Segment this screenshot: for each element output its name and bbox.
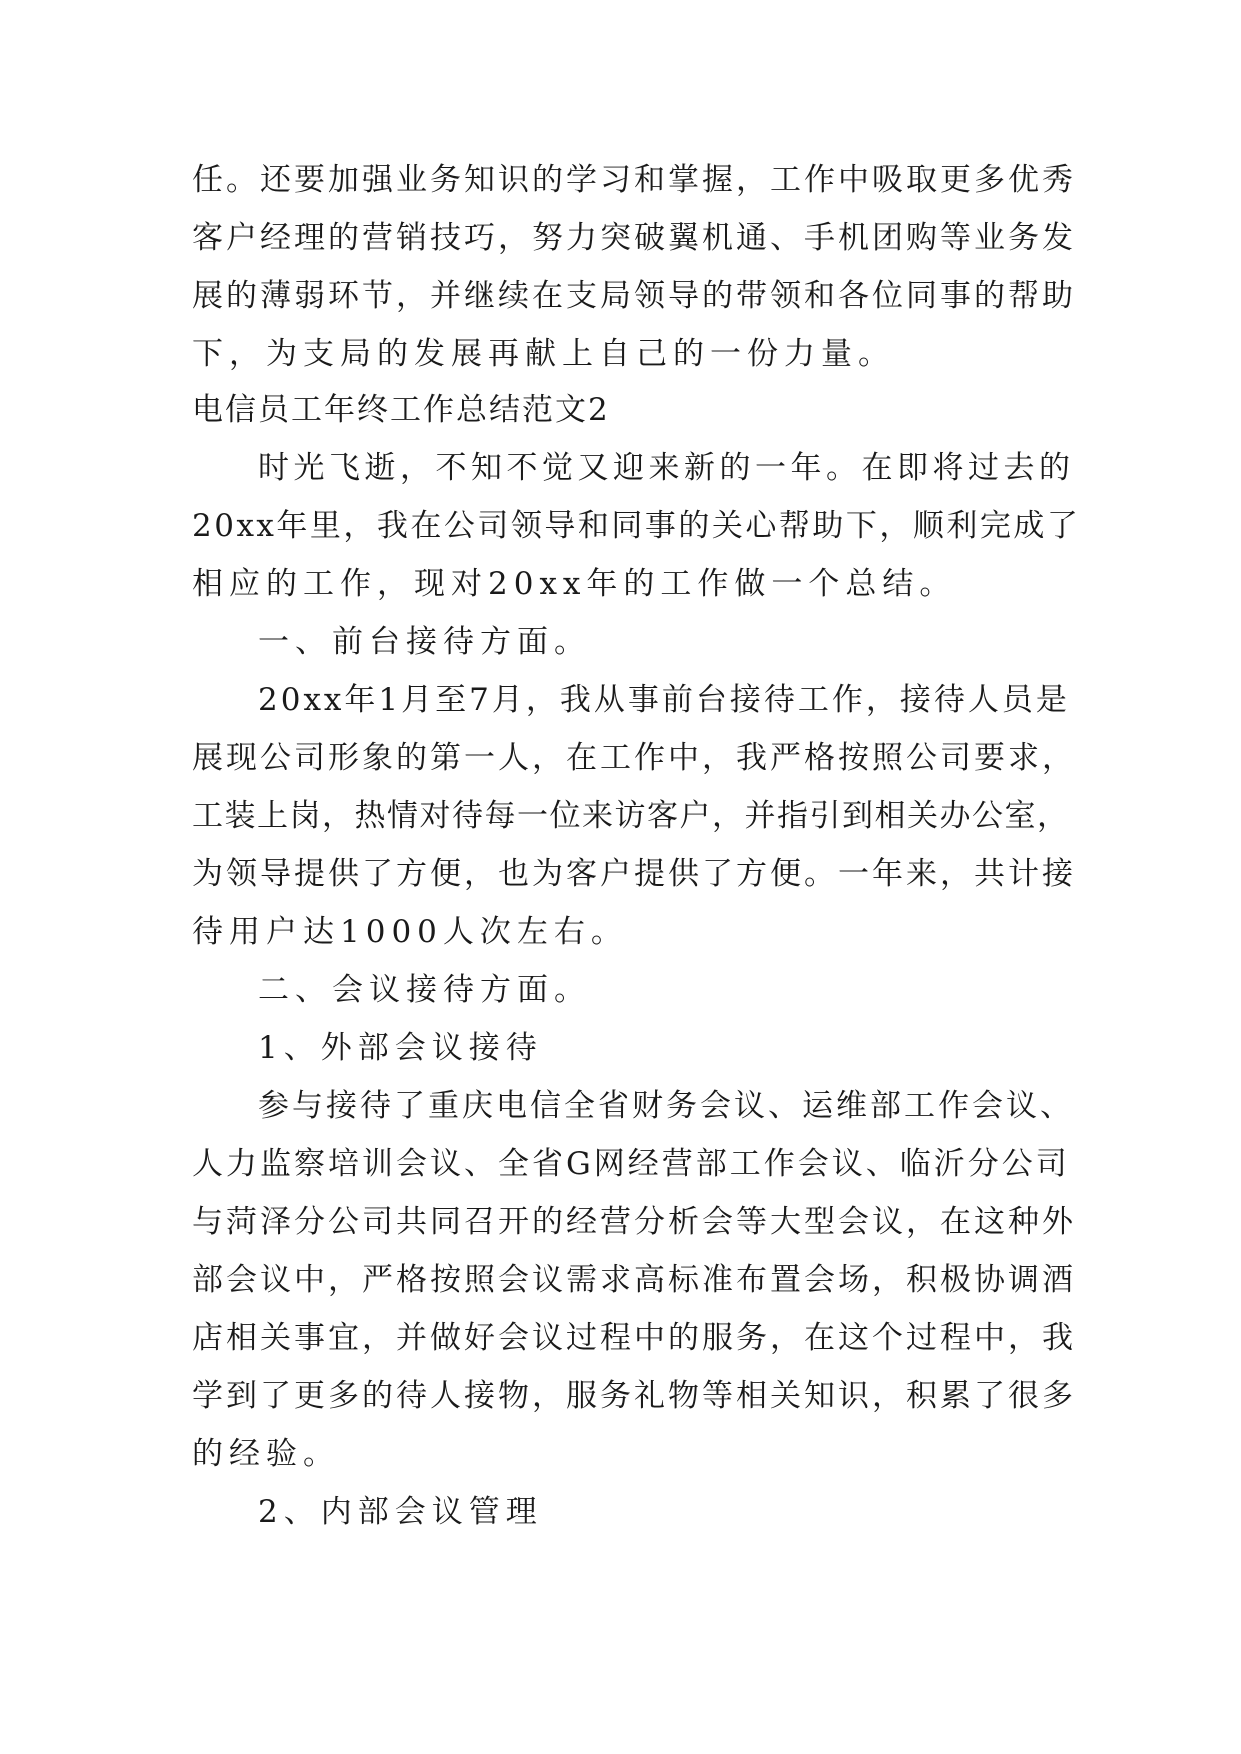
body-line: 任。还要加强业务知识的学习和掌握，工作中吸取更多优秀 bbox=[192, 162, 1076, 198]
section-heading: 二、会议接待方面。 bbox=[258, 972, 591, 1008]
body-line: 展的薄弱环节，并继续在支局领导的带领和各位同事的帮助 bbox=[192, 278, 1076, 314]
body-line: 待用户达1000人次左右。 bbox=[192, 914, 628, 950]
body-line: 店相关事宜，并做好会议过程中的服务，在这个过程中，我 bbox=[192, 1320, 1076, 1356]
body-line: 与菏泽分公司共同召开的经营分析会等大型会议，在这种外 bbox=[192, 1204, 1076, 1240]
body-line: 工装上岗，热情对待每一位来访客户，并指引到相关办公室， bbox=[192, 798, 1070, 834]
body-line: 客户经理的营销技巧，努力突破翼机通、手机团购等业务发 bbox=[192, 220, 1076, 256]
body-line: 人力监察培训会议、全省G网经营部工作会议、临沂分公司 bbox=[192, 1146, 1070, 1182]
body-line: 学到了更多的待人接物，服务礼物等相关知识，积累了很多 bbox=[192, 1378, 1076, 1414]
body-line: 时光飞逝，不知不觉又迎来新的一年。在即将过去的 bbox=[258, 450, 1075, 486]
subsection-heading: 2、内部会议管理 bbox=[258, 1494, 543, 1530]
body-line: 20xx年1月至7月，我从事前台接待工作，接待人员是 bbox=[258, 682, 1070, 718]
subsection-heading: 1、外部会议接待 bbox=[258, 1030, 543, 1066]
section-heading: 一、前台接待方面。 bbox=[258, 624, 591, 660]
body-line: 相应的工作，现对20xx年的工作做一个总结。 bbox=[192, 566, 957, 602]
body-line: 展现公司形象的第一人，在工作中，我严格按照公司要求， bbox=[192, 740, 1076, 776]
body-line: 参与接待了重庆电信全省财务会议、运维部工作会议、 bbox=[258, 1088, 1074, 1124]
body-line: 为领导提供了方便，也为客户提供了方便。一年来，共计接 bbox=[192, 856, 1076, 892]
body-line: 下，为支局的发展再献上自己的一份力量。 bbox=[192, 336, 895, 372]
body-line: 的经验。 bbox=[192, 1436, 340, 1472]
section-title: 电信员工年终工作总结范文2 bbox=[192, 392, 610, 428]
body-line: 20xx年里，我在公司领导和同事的关心帮助下，顺利完成了 bbox=[192, 508, 1081, 544]
body-line: 部会议中，严格按照会议需求高标准布置会场，积极协调酒 bbox=[192, 1262, 1076, 1298]
